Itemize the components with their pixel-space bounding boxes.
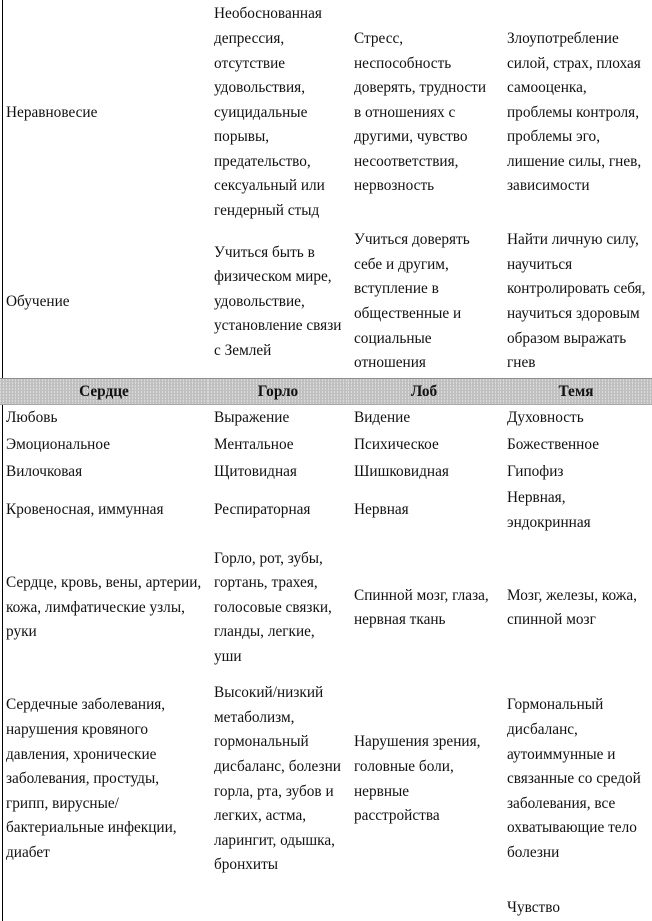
cell-clipped-heart <box>0 878 208 921</box>
cell-systems-heart <box>0 486 208 535</box>
cell-quality-crown <box>500 405 652 433</box>
cell-text: Выражение <box>214 409 290 427</box>
cell-text: Духовность <box>507 409 584 427</box>
cell-text: Учиться быть в физическом мире, удовольствие, установление связи с Землей <box>214 243 342 359</box>
cell-parts-crown <box>500 535 652 681</box>
header-cell-heart <box>0 379 208 405</box>
cell-text: Мозг, железы, кожа, спинной мозг <box>507 586 637 629</box>
table-row-quality <box>0 405 652 433</box>
cell-parts-heart <box>0 535 208 681</box>
cell-gland-crown <box>500 459 652 486</box>
table-row-imbalance <box>0 0 652 226</box>
cell-diseases-brow <box>348 681 500 878</box>
table-row-learning <box>0 226 652 379</box>
cell-diseases-crown <box>500 681 652 878</box>
cell-text: Эмоциональное <box>6 436 110 454</box>
table-row-systems <box>0 486 652 535</box>
column-header-label: Лоб <box>410 383 438 400</box>
cell-imbalance-brow <box>500 0 652 226</box>
cell-aspect-brow <box>348 432 500 459</box>
cell-text: Щитовидная <box>214 463 297 481</box>
cell-text: Найти личную силу, научиться контролировать себя, научиться здоровым образом выражать гнев <box>507 231 646 372</box>
table-row-clipped <box>0 878 652 921</box>
cell-learning-brow <box>500 226 652 379</box>
cell-text: Сердце, кровь, вены, артерии, кожа, лимфатические узлы, руки <box>6 574 202 641</box>
cell-text: Любовь <box>6 409 58 427</box>
cell-text: Респираторная <box>214 501 311 519</box>
header-cell-throat <box>208 379 348 405</box>
cell-diseases-throat <box>208 681 348 878</box>
column-header-label: Сердце <box>79 383 129 400</box>
cell-text: Видение <box>354 409 411 427</box>
cell-text: Кровеносная, иммунная <box>6 501 164 519</box>
cell-text: Сердечные заболевания, нарушения кровяного давления, хронические заболевания, простуды, грипп, вирусные/бактериальные инфекции, диабет <box>6 696 177 862</box>
table-row-gland <box>0 459 652 486</box>
cell-aspect-throat <box>208 432 348 459</box>
cell-text: Спинной мозг, глаза, нервная ткань <box>354 586 489 629</box>
cell-text: Нервная, эндокринная <box>507 489 591 531</box>
row-label-imbalance: Неравновесие <box>6 103 98 121</box>
cell-systems-brow <box>348 486 500 535</box>
cell-text: Ментальное <box>214 436 294 454</box>
cell-text: Необоснованная депрессия, отсутствие удовольствия, суицидальные порывы, предательство, сексуальный или гендерный стыд <box>214 5 325 220</box>
cell-aspect-heart <box>0 432 208 459</box>
column-header-label: Горло <box>257 383 299 400</box>
cell-text: Нарушения зрения, головные боли, нервные расстройства <box>354 733 481 825</box>
cell-quality-brow <box>348 405 500 433</box>
cell-quality-heart <box>0 405 208 433</box>
cell-text: Нервная <box>354 501 409 519</box>
header-cell-crown <box>500 379 652 405</box>
cell-text: Учиться доверять себе и другим, вступление в общественные и социальные отношения <box>354 231 470 372</box>
row-label-cell <box>0 226 208 379</box>
cell-text: Высокий/низкий метаболизм, гормональный дисбаланс, болезни горла, рта, зубов и легких, астма, ларингит, одышка, бронхиты <box>214 684 341 874</box>
cell-systems-throat <box>208 486 348 535</box>
cell-gland-throat <box>208 459 348 486</box>
cell-text: Гормональный дисбаланс, аутоиммунные и связанные со средой заболевания, все охватывающие тело болезни <box>507 696 641 862</box>
cell-text: Горло, рот, зубы, гортань, трахея, голосовые связки, гланды, легкие, уши <box>214 549 332 666</box>
cell-parts-brow <box>348 535 500 681</box>
cell-diseases-heart <box>0 681 208 878</box>
cell-systems-crown <box>500 486 652 535</box>
row-label-learning: Обучение <box>6 292 70 310</box>
cell-learning-throat <box>348 226 500 379</box>
table-row-body-aspect <box>0 432 652 459</box>
cell-imbalance-throat <box>348 0 500 226</box>
column-header-label: Темя <box>558 383 594 400</box>
cell-text: Стресс, неспособность доверять, трудности в отношениях с другими, чувство несоответствия, нервозность <box>354 29 487 195</box>
row-label-cell <box>0 0 208 226</box>
cell-learning-heart <box>208 226 348 379</box>
cell-gland-heart <box>0 459 208 486</box>
cell-text: Гипофиз <box>507 463 564 481</box>
cell-text: Шишковидная <box>354 463 449 481</box>
table-row-diseases <box>0 681 652 878</box>
cell-text: Чувство <box>507 898 560 916</box>
cell-text: Психическое <box>354 436 439 454</box>
cell-text: Вилочковая <box>6 463 83 481</box>
cell-clipped-brow <box>348 878 500 921</box>
cell-parts-throat <box>208 535 348 681</box>
cell-imbalance-heart <box>208 0 348 226</box>
cell-quality-throat <box>208 405 348 433</box>
cell-text: Божественное <box>507 436 599 454</box>
header-cell-brow <box>348 379 500 405</box>
cell-text: Злоупотребление силой, страх, плохая самооценка, проблемы контроля, проблемы эго, лишение силы, гнев, зависимости <box>507 29 642 195</box>
cell-clipped-crown <box>500 878 652 921</box>
cell-gland-brow <box>348 459 500 486</box>
table-row-body-parts <box>0 535 652 681</box>
cell-clipped-throat <box>208 878 348 921</box>
cell-aspect-crown <box>500 432 652 459</box>
table-header-row <box>0 379 652 405</box>
